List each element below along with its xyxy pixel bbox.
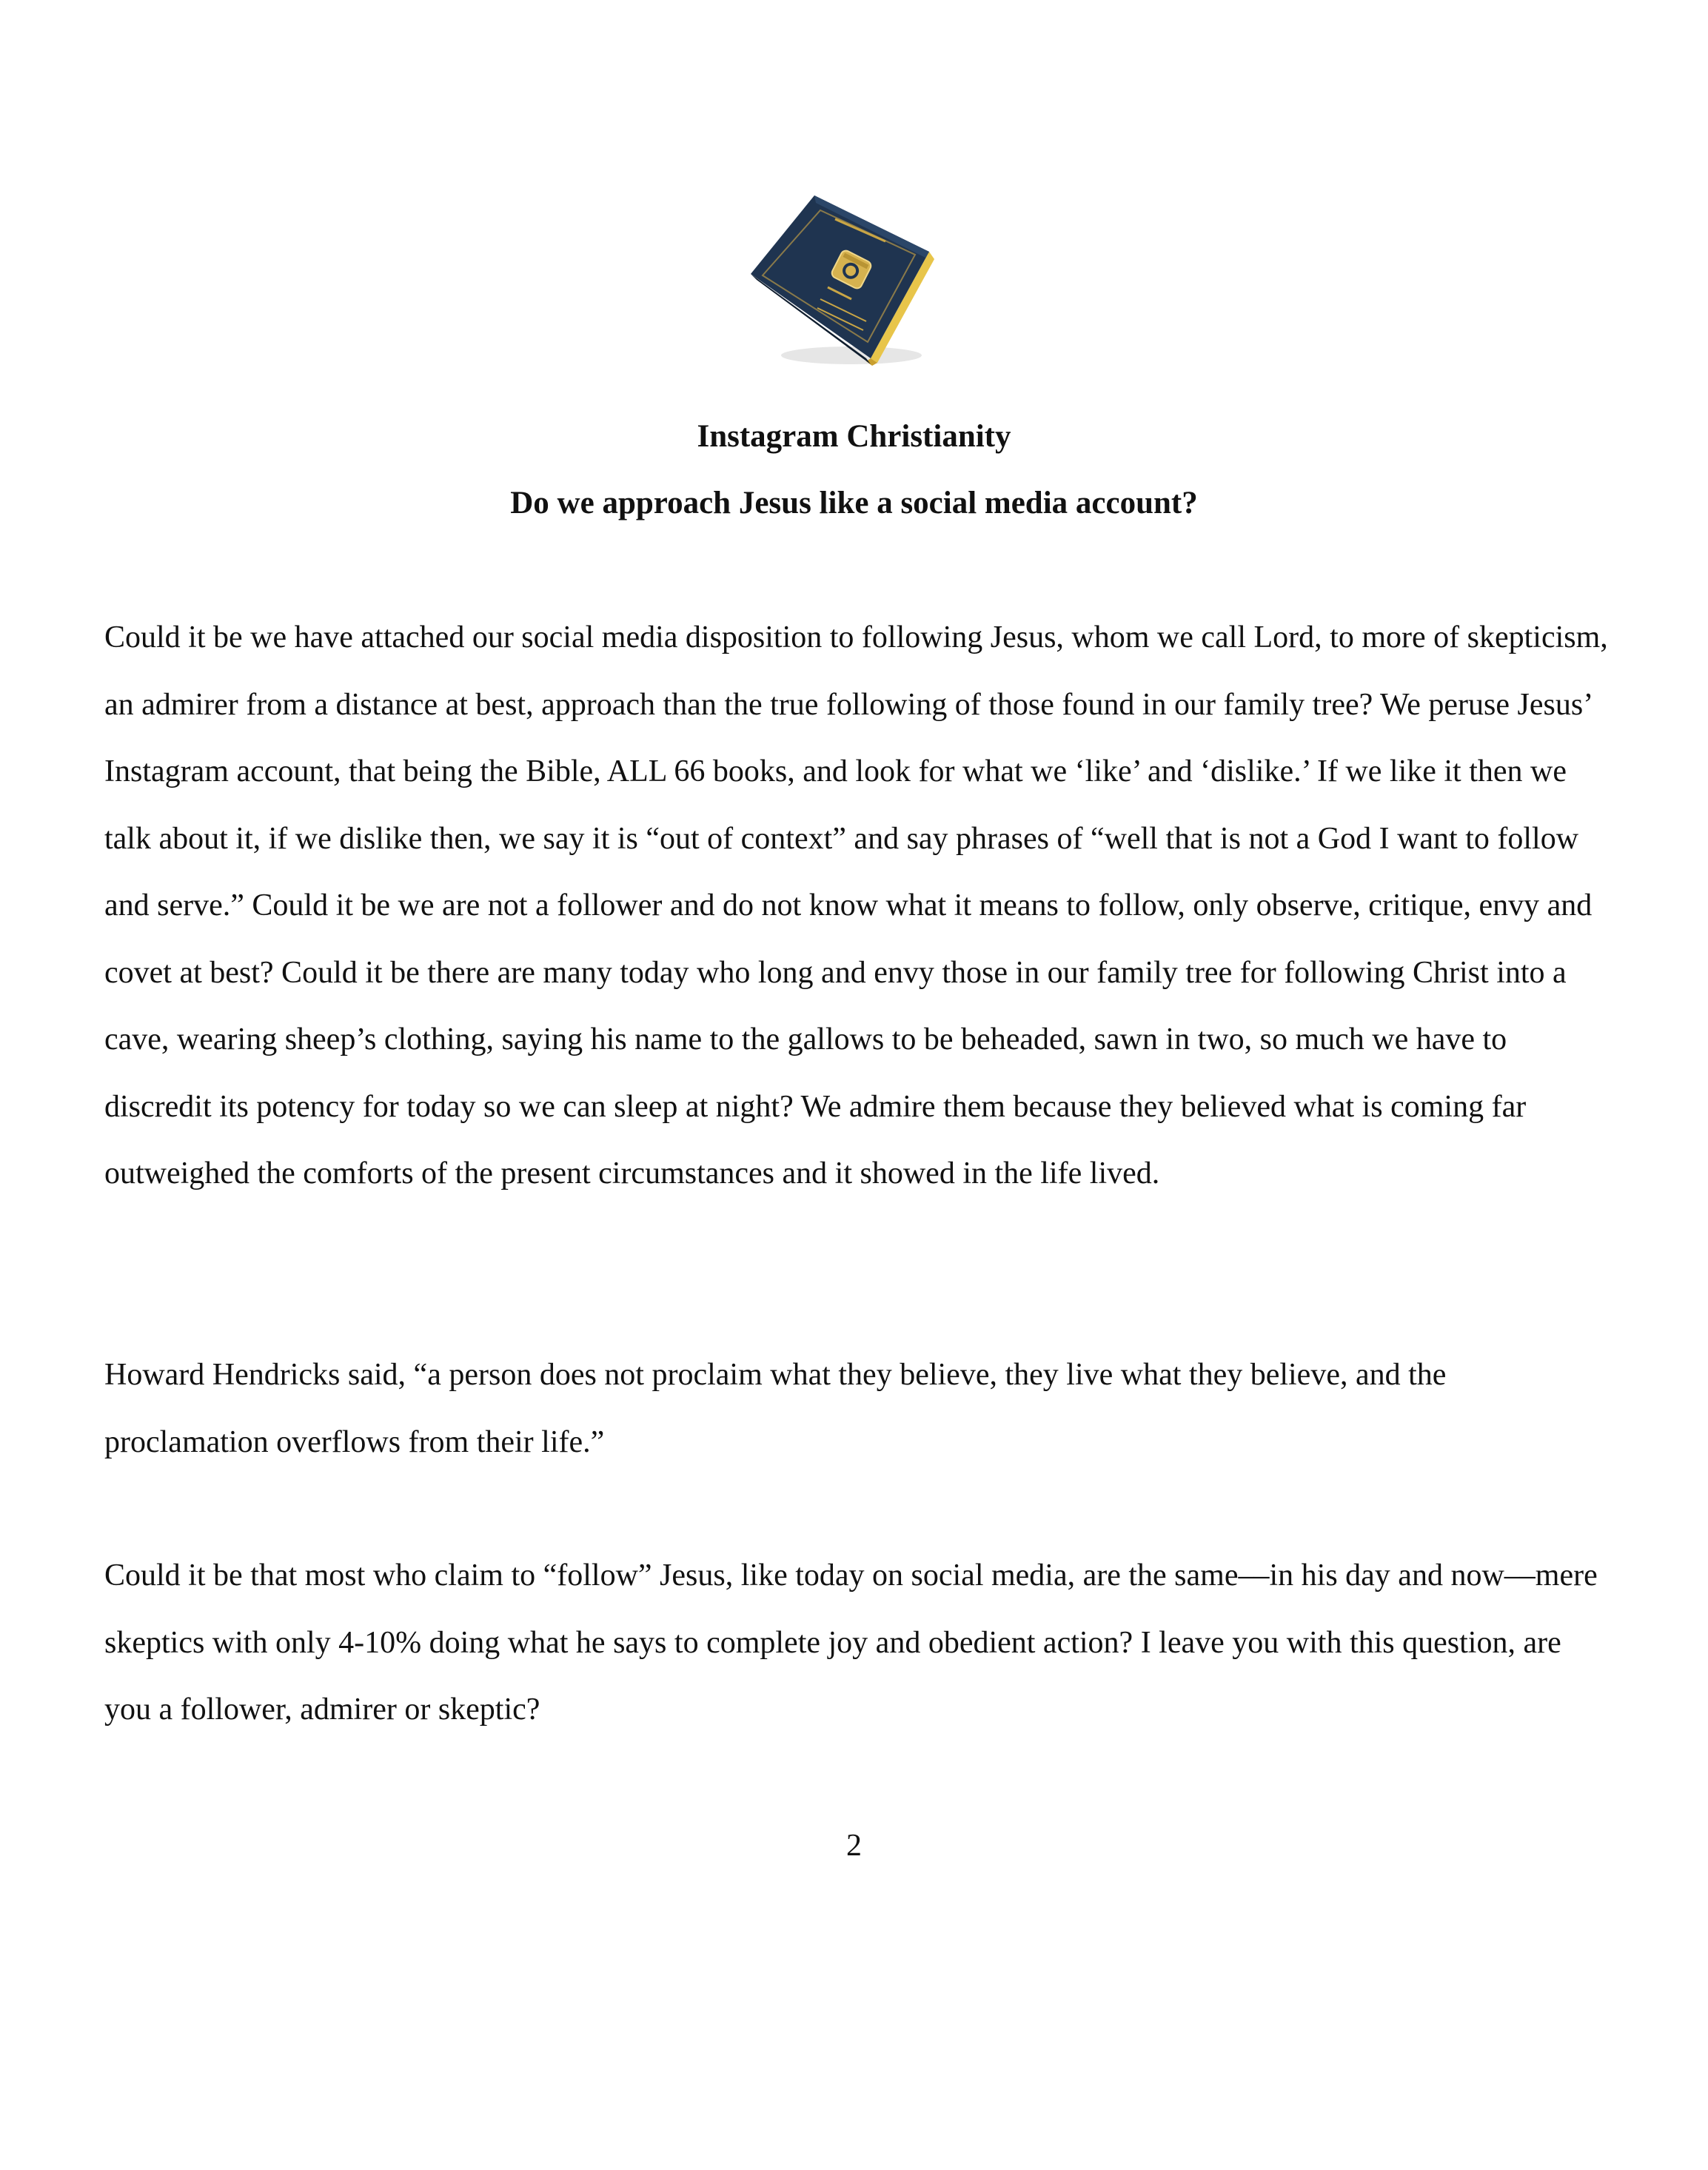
paragraph-2-quote: Howard Hendricks said, “a person does not proclaim what they believe, they live what they believe, and the proclamation overflows from their life.” bbox=[104, 1358, 1447, 1459]
page-subtitle: Do we approach Jesus like a social media account? bbox=[510, 486, 1198, 520]
page-title: Instagram Christianity bbox=[697, 419, 1011, 454]
bible-image bbox=[740, 164, 955, 375]
paragraph-3: Could it be that most who claim to “follow” Jesus, like today on social media, are the same––in his day and now––mere skeptics with only 4-10% doing what he says to complete joy and obedient action? I leave you with this question, are you a follower, admirer or skeptic? bbox=[104, 1558, 1598, 1727]
paragraph-1: Could it be we have attached our social media disposition to following Jesus, whom we call Lord, to more of skepticism, an admirer from a distance at best, approach than the true following of those found in our family tree? We peruse Jesus’ Instagram account, that being the Bible, ALL 66 books, and look for what we ‘like’ and ‘dislike.’ If we like it then we talk about it, if we dislike then, we say it is “out of context” and say phrases of “well that is not a God I want to follow and serve.” Could it be we are not a follower and do not know what it means to follow, only observe, critique, envy and covet at best? Could it be there are many today who long and envy those in our family tree for following Christ into a cave, wearing sheep’s clothing, saying his name to the gallows to be beheaded, sawn in two, so much we have to discredit its potency for today so we can sleep at night? We admire them because they believed what is coming far outweighed the comforts of the present circumstances and it showed in the life lived. bbox=[104, 620, 1608, 1191]
bible-book-icon bbox=[740, 164, 955, 375]
page-number: 2 bbox=[846, 1829, 862, 1863]
